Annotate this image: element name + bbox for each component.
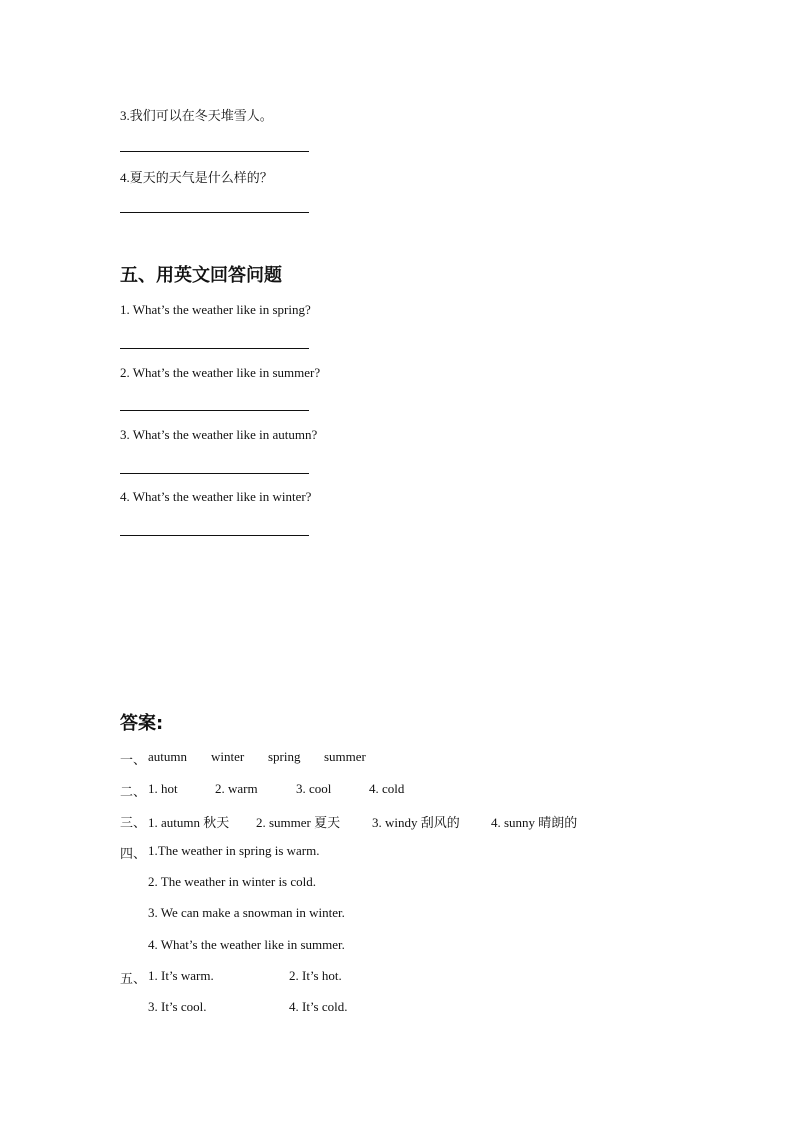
question-text: 2. What’s the weather like in summer?: [120, 365, 321, 380]
answer-item: 2. It’s hot.: [289, 968, 342, 983]
answer-item: 2. The weather in winter is cold.: [148, 874, 316, 889]
answer-item: 2. warm: [215, 781, 258, 796]
answer-line: [120, 348, 309, 349]
question-text: 3. What’s the weather like in autumn?: [120, 427, 318, 442]
answer-prefix: 二、: [120, 784, 147, 799]
answer-line: [120, 212, 309, 213]
question-text: 4.夏天的天气是什么样的？: [120, 170, 273, 185]
answer-prefix: 一、: [120, 752, 147, 767]
section-heading: 五、用英文回答问题: [120, 265, 282, 286]
answer-item: 1. autumn 秋天: [148, 815, 230, 830]
answer-prefix: 五、: [120, 971, 147, 986]
answer-item: 1. It’s warm.: [148, 968, 214, 983]
answer-line: [120, 151, 309, 152]
answer-item: summer: [324, 749, 366, 764]
answer-line: [120, 473, 309, 474]
answer-prefix: 三、: [120, 815, 147, 830]
answer-item: 2. summer 夏天: [256, 815, 341, 830]
answer-prefix: 四、: [120, 846, 147, 861]
answer-item: 3. It’s cool.: [148, 999, 207, 1014]
answer-item: 4. sunny 晴朗的: [491, 815, 578, 830]
answer-item: 1.The weather in spring is warm.: [148, 843, 320, 858]
answer-item: 3. cool: [296, 781, 332, 796]
question-text: 4. What’s the weather like in winter?: [120, 489, 312, 504]
answer-item: 4. What’s the weather like in summer.: [148, 937, 345, 952]
answer-item: autumn: [148, 749, 187, 764]
answer-item: 4. It’s cold.: [289, 999, 348, 1014]
answers-heading: 答案:: [120, 713, 164, 734]
answer-item: spring: [268, 749, 301, 764]
question-text: 3.我们可以在冬天堆雪人。: [120, 108, 273, 123]
question-text: 1. What’s the weather like in spring?: [120, 302, 311, 317]
answer-line: [120, 410, 309, 411]
answer-line: [120, 535, 309, 536]
answer-item: 3. We can make a snowman in winter.: [148, 905, 345, 920]
answer-item: 4. cold: [369, 781, 405, 796]
answer-row-1: [120, 749, 146, 768]
answer-item: 3. windy 刮风的: [372, 815, 460, 830]
answer-item: 1. hot: [148, 781, 178, 796]
answer-item: winter: [211, 749, 245, 764]
